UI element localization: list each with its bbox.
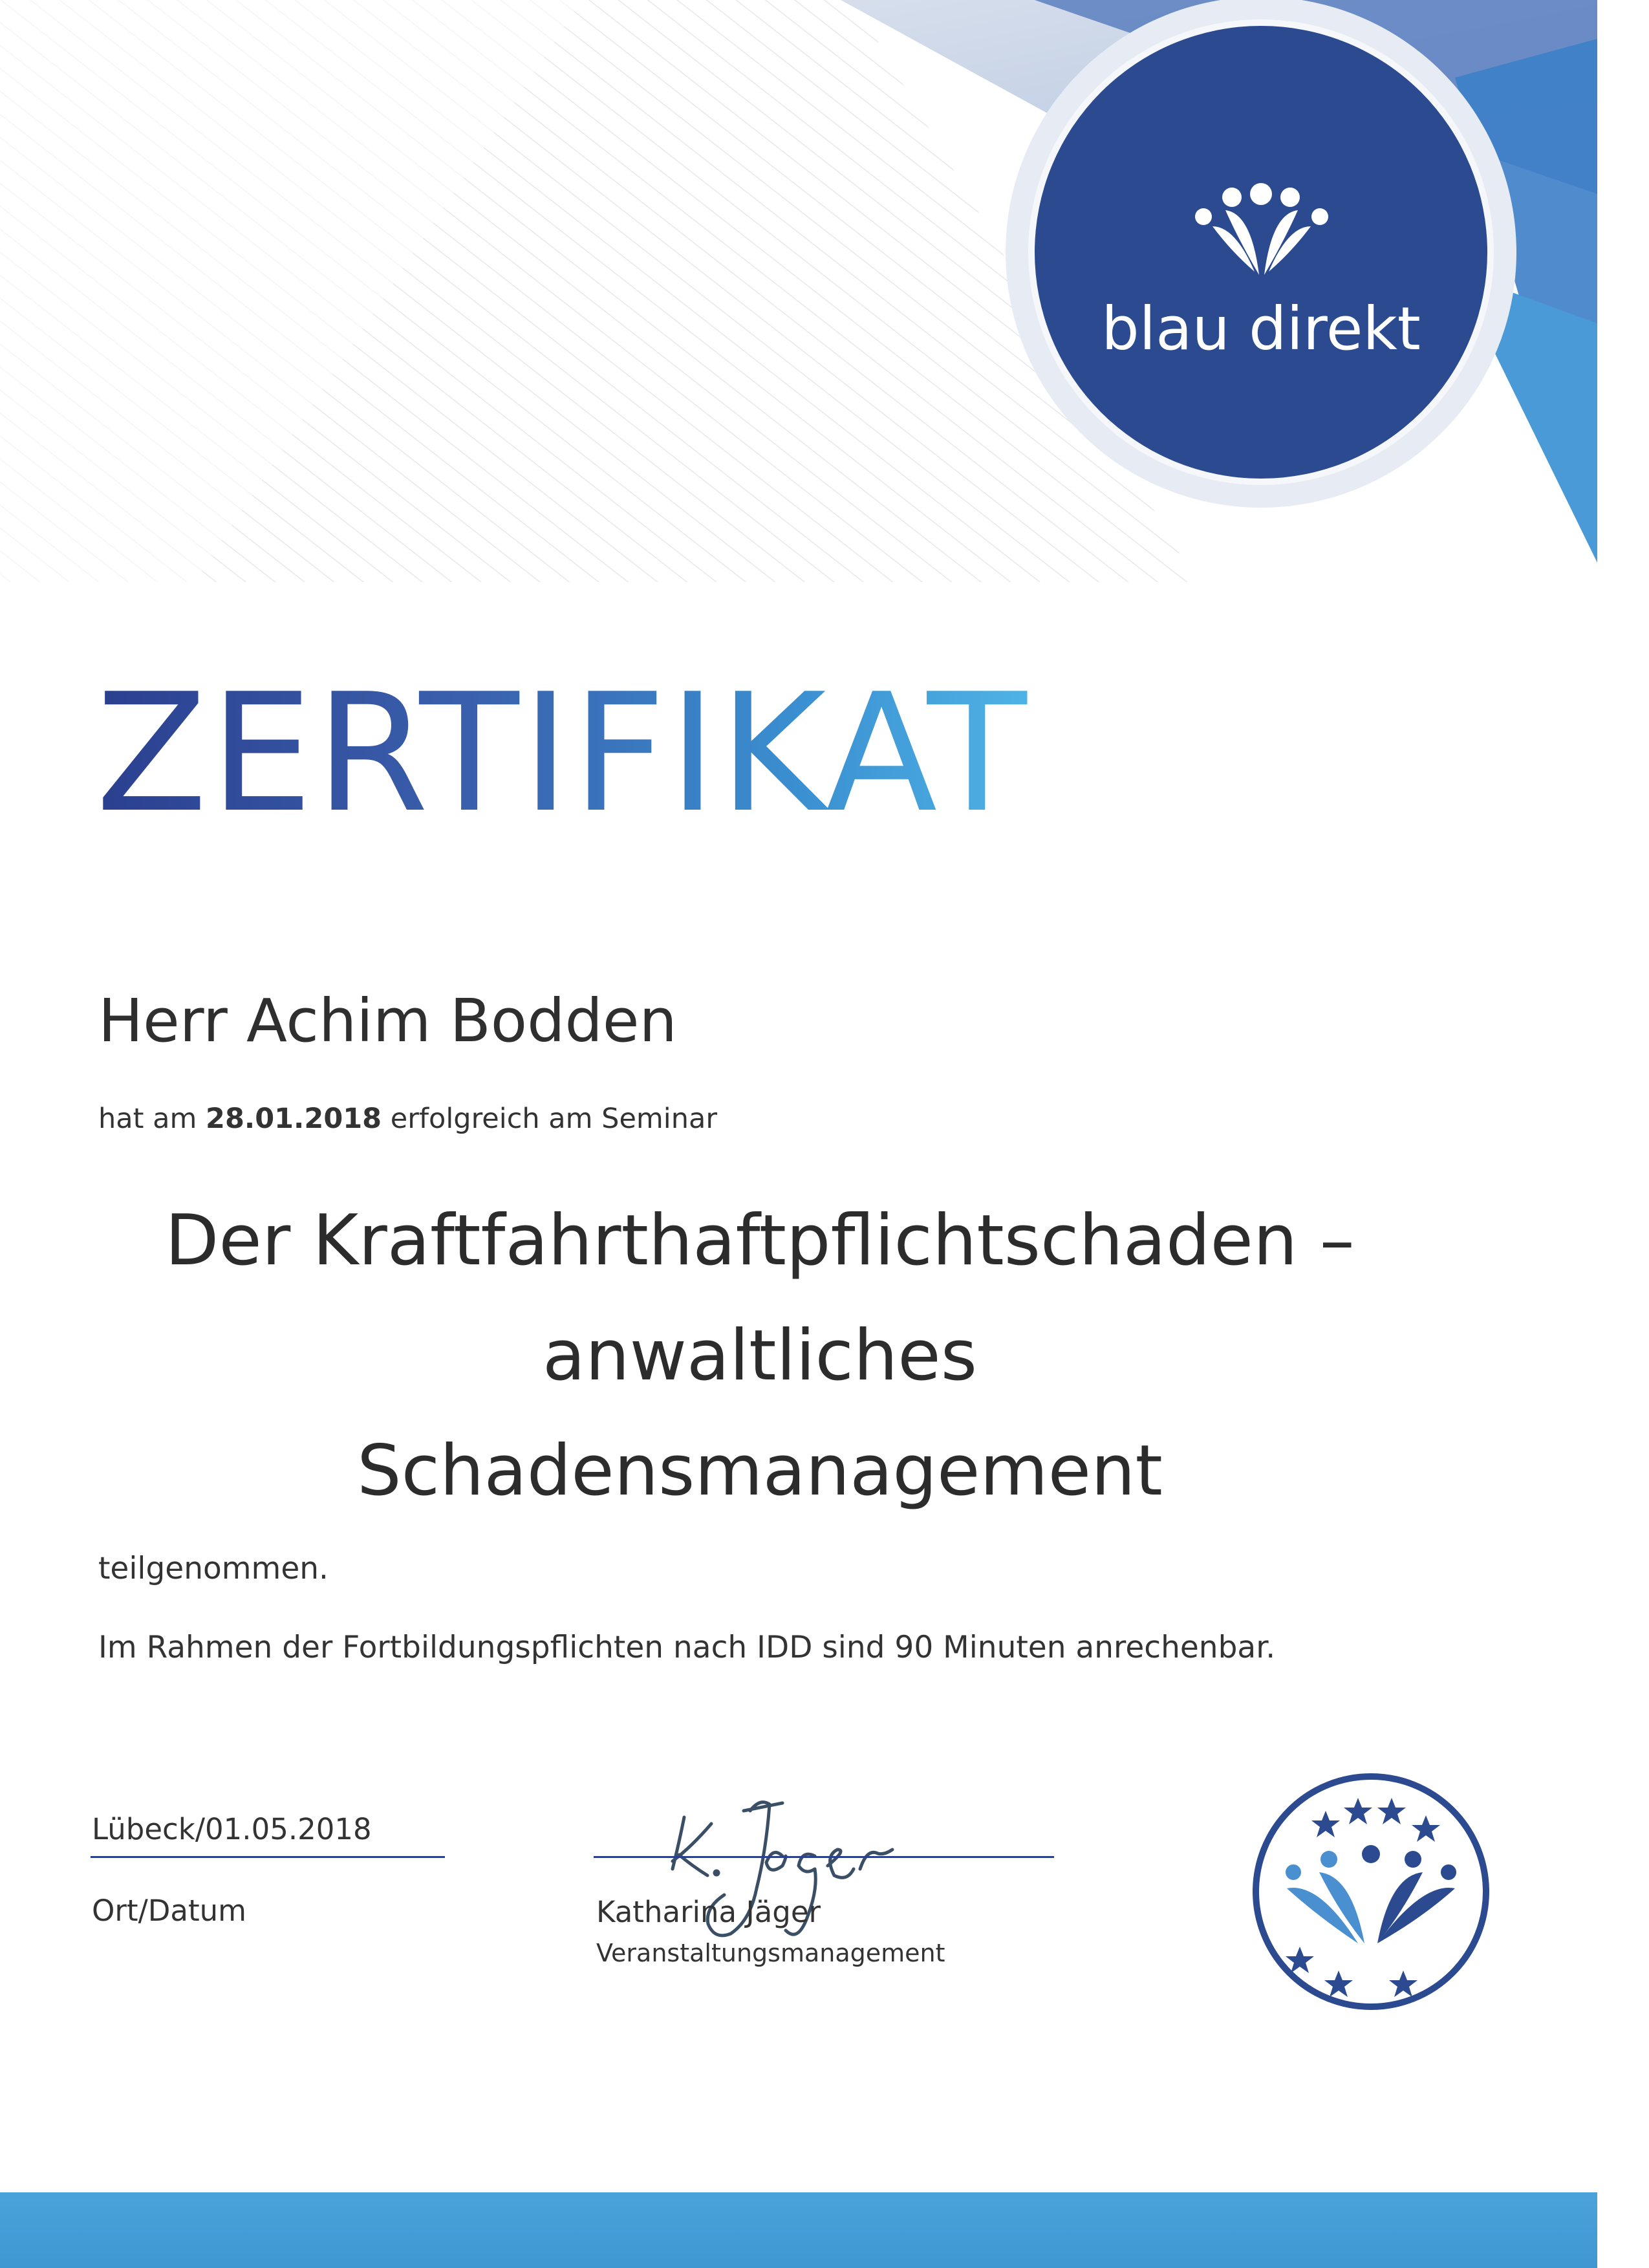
participated-text: teilgenommen. <box>98 1551 329 1586</box>
seminar-title-line: Schadensmanagement <box>357 1431 1163 1511</box>
scan-margin <box>1597 0 1649 2268</box>
intro-sentence <box>98 1103 717 1135</box>
seminar-title-line: anwaltliches <box>542 1315 978 1396</box>
signer-role: Veranstaltungsmanagement <box>596 1939 945 1967</box>
signature-line <box>594 1856 1054 1858</box>
idd-credit-note: Im Rahmen der Fortbildungspflichten nach IDD sind 90 Minuten anrechenbar. <box>98 1630 1276 1665</box>
place-date-value: Lübeck/01.05.2018 <box>92 1812 372 1846</box>
intro-before-date: hat am <box>98 1103 206 1135</box>
signer-name: Katharina Jäger <box>596 1895 821 1929</box>
seminar-date: 28.01.2018 <box>206 1103 382 1135</box>
brand-logo-text: blau direkt <box>1101 294 1421 363</box>
header-decoration <box>0 0 1597 582</box>
logo-circle <box>1035 26 1487 479</box>
seminar-title-line: Der Kraftfahrthaftpflichtschaden – <box>165 1200 1355 1281</box>
recipient-name: Herr Achim Bodden <box>98 986 677 1055</box>
place-date-underline <box>91 1856 445 1858</box>
footer-band <box>0 2192 1597 2268</box>
seminar-title <box>65 1183 1455 1529</box>
intro-after-date: erfolgreich am Seminar <box>382 1103 718 1135</box>
certificate-title: ZERTIFIKAT <box>96 659 1029 848</box>
place-date-label: Ort/Datum <box>92 1894 246 1928</box>
star-seal-icon <box>1248 1769 1494 2014</box>
